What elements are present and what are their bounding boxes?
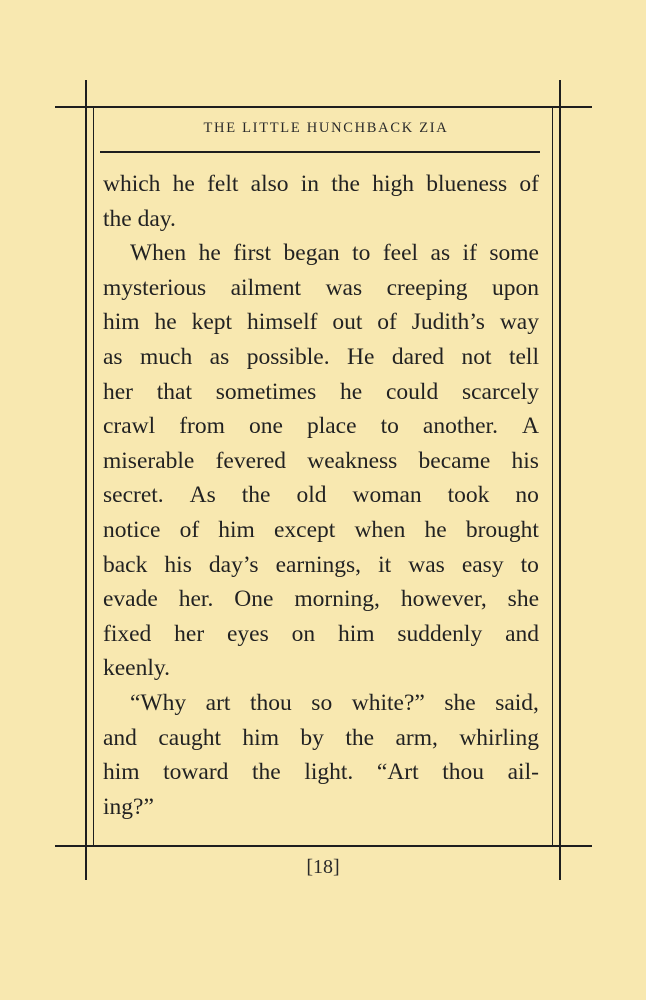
text-line: her that sometimes he could scarcely (103, 378, 539, 405)
text-line: secret. As the old woman took no (103, 482, 539, 509)
text-line: crawl from one place to another. A (103, 413, 539, 440)
text-line: notice of him except when he brought (103, 516, 539, 543)
text-line: him toward the light. “Art thou ail- (103, 759, 539, 786)
text-line: mysterious ailment was creeping upon (103, 274, 539, 301)
page-number: [18] (306, 856, 340, 878)
text-line: keenly. (103, 655, 170, 682)
text-line: fixed her eyes on him suddenly and (103, 620, 539, 647)
text-line: and caught him by the arm, whirling (103, 724, 539, 751)
body-text (103, 167, 539, 824)
frame-rule-top (55, 106, 592, 108)
text-line: miserable fevered weakness became his (103, 447, 539, 474)
text-line: the day. (103, 205, 176, 232)
text-line: back his day’s earnings, it was easy to (103, 551, 539, 578)
frame-rule-bottom (55, 845, 592, 847)
text-line: which he felt also in the high blueness of (103, 171, 539, 197)
text-line: ing?” (103, 793, 154, 820)
inner-rule-right (552, 108, 553, 845)
running-head: THE LITTLE HUNCHBACK ZIA (203, 120, 449, 136)
text-line: as much as possible. He dared not tell (103, 343, 539, 370)
text-line: When he first began to feel as if some (130, 240, 539, 267)
frame-rule-right (559, 80, 561, 880)
frame-rule-left (85, 80, 87, 880)
text-line: evade her. One morning, however, she (103, 586, 539, 613)
inner-rule-left (93, 108, 94, 845)
header-rule (100, 151, 540, 153)
text-line: him he kept himself out of Judith’s way (103, 309, 539, 336)
text-line: “Why art thou so white?” she said, (130, 689, 539, 716)
